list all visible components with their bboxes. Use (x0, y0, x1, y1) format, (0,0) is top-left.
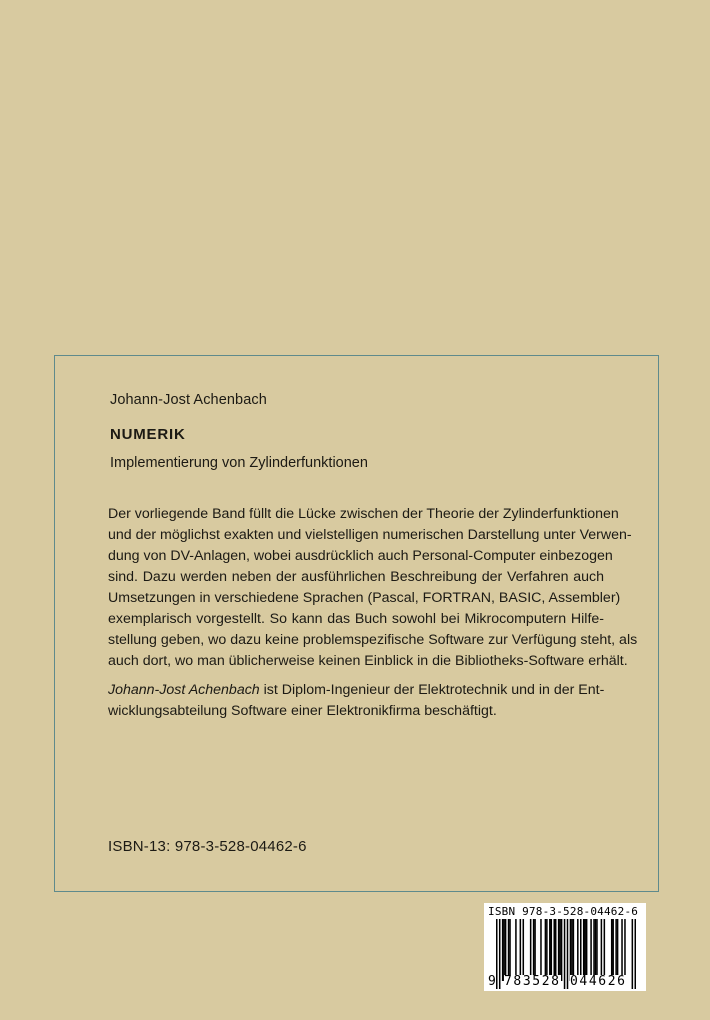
barcode-bar (546, 919, 548, 981)
barcode-bar (586, 919, 588, 981)
barcode-digits-left: 783528 (504, 974, 561, 989)
barcode-bar (577, 919, 579, 981)
barcode-bar (611, 919, 613, 981)
barcode-bar (573, 919, 575, 981)
description-line: Umsetzungen in verschiedene Sprachen (Pascal, FORTRAN, BASIC, Assembler) (108, 590, 621, 606)
barcode-guard-bar (564, 919, 566, 989)
description-line: dung von DV-Anlagen, wobei ausdrücklich auch Personal-Computer einbezogen (108, 548, 613, 564)
description-line: Der vorliegende Band füllt die Lücke zwischen der Theorie der Zylinderfunktionen (108, 506, 619, 522)
barcode-bar (580, 919, 582, 981)
bio-line-rest: ist Diplom-Ingenieur der Elektrotechnik und in der Ent- (259, 682, 605, 698)
barcode-bar (540, 919, 542, 981)
barcode (484, 903, 646, 991)
barcode-bar (534, 919, 536, 981)
barcode-isbn-header: ISBN 978-3-528-04462-6 (488, 905, 639, 918)
barcode-bar (530, 919, 532, 981)
barcode-bar (561, 919, 563, 981)
barcode-bar (505, 919, 507, 981)
description-line: sind. Dazu werden neben der ausführlichen Beschreibung der Verfahren auch (108, 569, 604, 585)
barcode-bar (615, 919, 617, 981)
barcode-digits-right: 044626 (570, 974, 627, 989)
barcode-guard-bar (567, 919, 569, 989)
author-bio (108, 680, 604, 722)
description-line: stellung geben, wo dazu keine problemspezifische Software zur Verfügung steht, als (108, 632, 638, 648)
barcode-bar (624, 919, 626, 981)
author-name: Johann-Jost Achenbach (110, 392, 267, 408)
barcode-guard-bar (635, 919, 636, 989)
book-title: NUMERIK (110, 426, 186, 443)
barcode-bar (612, 919, 614, 981)
barcode-bar (545, 919, 547, 981)
barcode-bar (553, 919, 555, 981)
book-subtitle: Implementierung von Zylinderfunktionen (110, 455, 368, 471)
barcode-guard-bar (499, 919, 501, 989)
barcode-bar (515, 919, 517, 981)
barcode-bar (621, 919, 623, 981)
barcode-bar (533, 919, 535, 981)
barcode-bar (549, 919, 551, 981)
description-paragraph (108, 504, 638, 672)
barcode-bar (559, 919, 561, 981)
barcode-bar (595, 919, 597, 981)
bio-author-name: Johann-Jost Achenbach (108, 682, 260, 698)
barcode-bar (593, 919, 595, 981)
barcode-bar (596, 919, 598, 981)
barcode-bar (551, 919, 553, 981)
bio-line (108, 680, 604, 701)
barcode-bar (520, 919, 522, 981)
description-line: auch dort, wo man üblicherweise keinen Einblick in die Bibliotheks-Software erhält. (108, 653, 628, 669)
bio-line: wicklungsabteilung Software einer Elektronikfirma beschäftigt. (108, 703, 497, 719)
barcode-bar (601, 919, 603, 981)
barcode-bar (570, 919, 572, 981)
barcode-bar (503, 919, 505, 981)
barcode-bar (604, 919, 606, 981)
barcode-bar (523, 919, 525, 981)
barcode-bar (555, 919, 557, 981)
barcode-bar (502, 919, 504, 981)
description-line: und der möglichst exakten und vielstelligen numerischen Darstellung unter Verwen- (108, 527, 632, 543)
barcode-bar (584, 919, 586, 981)
barcode-digit-first: 9 (488, 974, 496, 989)
barcode-guard-bar (632, 919, 634, 989)
barcode-bar (617, 919, 619, 981)
barcode-bar (571, 919, 573, 981)
barcode-bar (590, 919, 592, 981)
barcode-bar (558, 919, 560, 981)
barcode-bar (508, 919, 510, 981)
isbn-text: ISBN-13: 978-3-528-04462-6 (108, 838, 307, 855)
barcode-bar (583, 919, 585, 981)
barcode-bar (509, 919, 511, 981)
barcode-guard-bar (496, 919, 498, 989)
description-line: exemplarisch vorgestellt. So kann das Buch sowohl bei Mikrocomputern Hilfe- (108, 611, 604, 627)
